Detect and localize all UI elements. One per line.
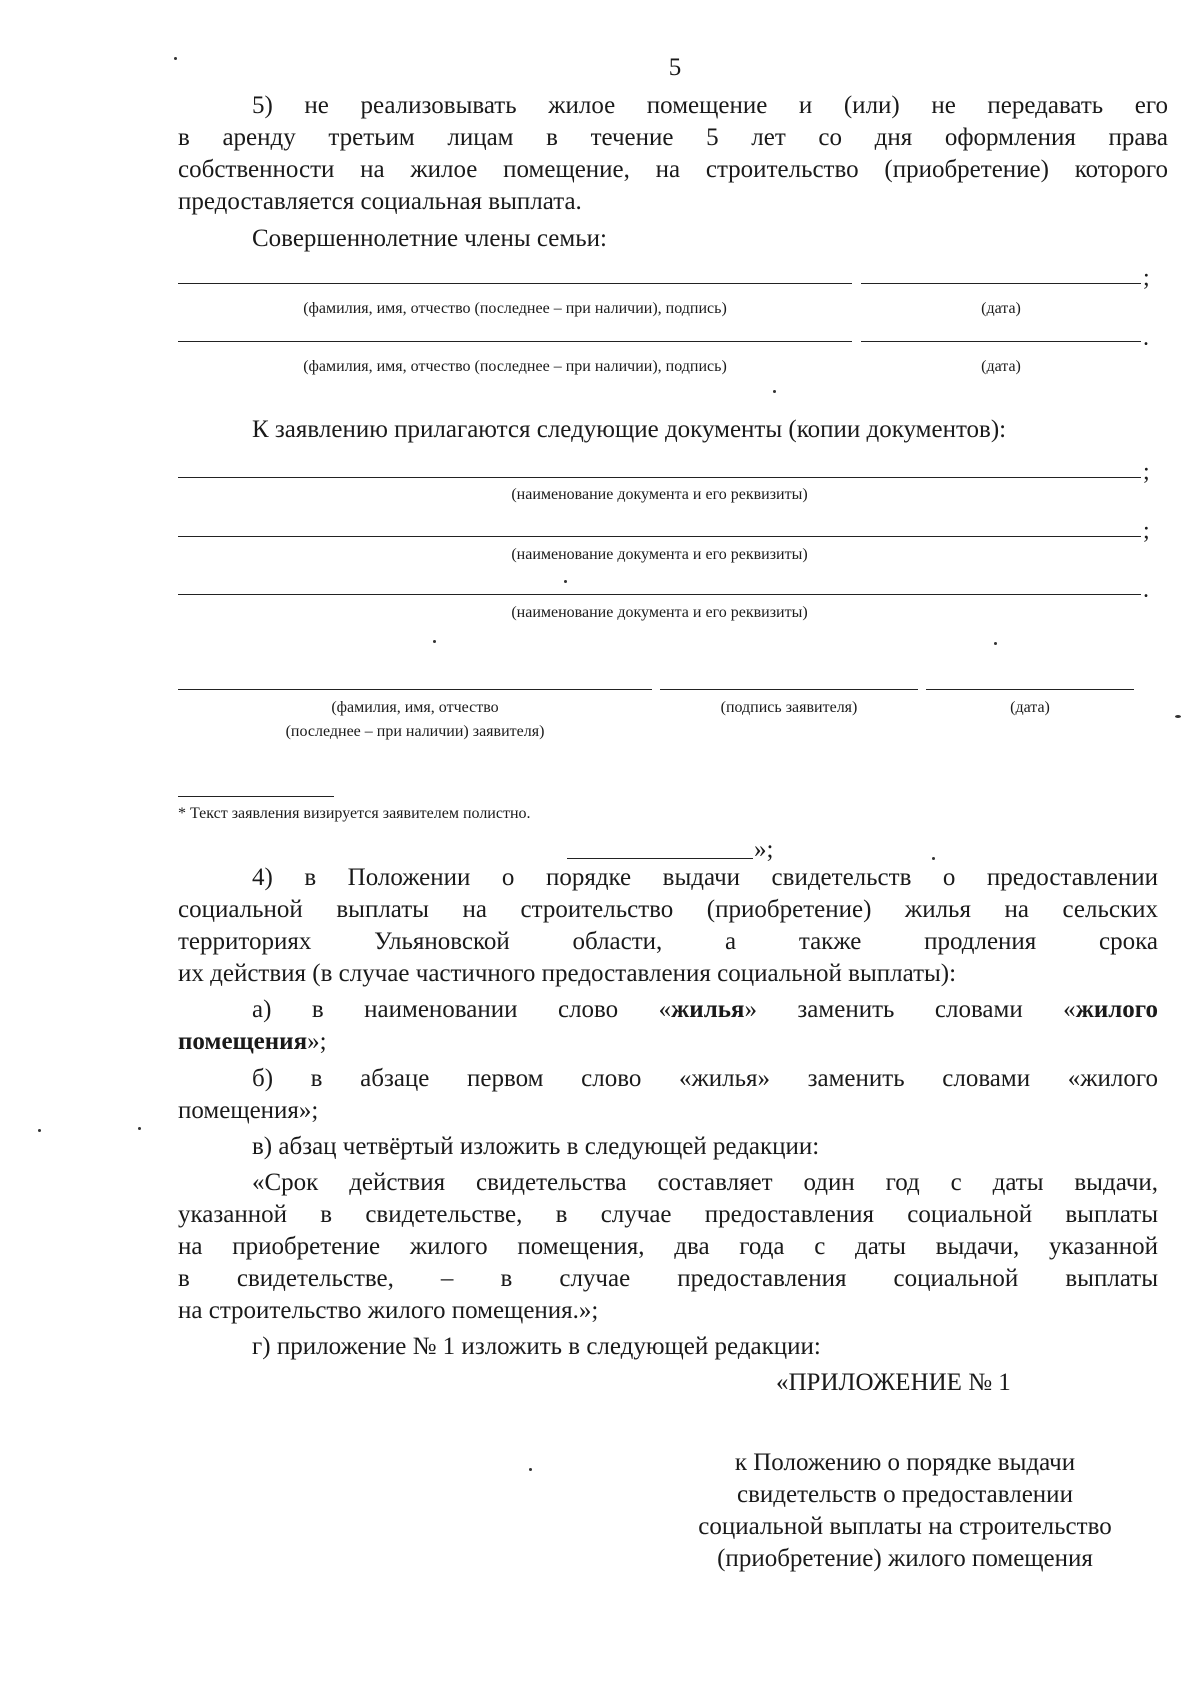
document-caption: (наименование документа и его реквизиты) [511,546,808,563]
family-date-caption: (дата) [981,358,1021,375]
applicant-name-caption: (последнее – при наличии) заявителя) [285,723,545,740]
family-date-caption: (дата) [981,300,1021,317]
family-name-signature-line-1 [178,283,852,284]
family-date-line-2 [861,341,1141,342]
scan-speck [773,390,776,393]
footnote: * Текст заявления визируется заявителем полистно. [178,805,531,822]
page-number: 5 [668,54,682,81]
quote-line: «Срок действия свидетельства составляет один год с даты выдачи, [252,1169,1158,1196]
scan-speck [138,1127,141,1130]
item-a-new-word: жилого [1075,996,1158,1023]
item-a-line [178,1026,327,1058]
appendix-subtitle-line: социальной выплаты на строительство [698,1513,1112,1540]
item-b-line: помещения»; [178,1097,319,1124]
scan-speck [174,57,177,60]
document-caption: (наименование документа и его реквизиты) [511,604,808,621]
item-b-line: б) в абзаце первом слово «жилья» заменить словами «жилого [252,1065,1158,1092]
document-line-1 [178,477,1141,478]
applicant-signature-caption: (подпись заявителя) [720,699,858,716]
scan-speck [433,640,436,643]
item-a-new-word-continued: помещения [178,1028,308,1055]
scan-speck [1175,715,1181,718]
item-4-line: территориях Ульяновской области, а также продления срока [178,928,1158,955]
applicant-signature-line [660,689,918,690]
family-date-line-1 [861,283,1141,284]
item-g-line: г) приложение № 1 изложить в следующей редакции: [252,1333,821,1360]
appendix-subtitle-line: к Положению о порядке выдачи [734,1449,1076,1476]
appendix-title: «ПРИЛОЖЕНИЕ № 1 [776,1369,1011,1396]
paragraph-5-line: предоставляется социальная выплата. [178,188,582,215]
scan-speck [529,1468,532,1471]
document-caption: (наименование документа и его реквизиты) [511,486,808,503]
item-4-line: социальной выплаты на строительство (приобретение) жилья на сельских [178,896,1158,923]
scan-speck [994,642,997,645]
quote-line: на приобретение жилого помещения, два года с даты выдачи, указанной [178,1233,1158,1260]
item-a-middle: » заменить словами « [744,996,1076,1023]
applicant-name-caption: (фамилия, имя, отчество [331,699,499,716]
item-a-suffix: »; [307,1028,327,1055]
document-line-3 [178,594,1141,595]
item-4-line: их действия (в случае частичного предоставления социальной выплаты): [178,960,957,987]
line-end-punctuation: ; [1143,459,1150,485]
document-line-2 [178,536,1141,537]
applicant-date-caption: (дата) [1010,699,1050,716]
closing-mark: »; [754,836,774,863]
item-a-prefix: а) в наименовании слово « [252,996,672,1023]
scan-speck [564,580,567,583]
appendix-subtitle-line: (приобретение) жилого помещения [717,1545,1093,1572]
applicant-date-line [926,689,1134,690]
item-a-old-word: жилья [671,996,745,1023]
line-end-punctuation: ; [1143,265,1150,291]
documents-heading: К заявлению прилагаются следующие документы (копии документов): [252,416,1007,443]
quote-line: в свидетельстве, – в случае предоставления социальной выплаты [178,1265,1158,1292]
item-4-line: 4) в Положении о порядке выдачи свидетельств о предоставлении [252,864,1158,891]
applicant-name-line [178,689,652,690]
closing-line [567,858,753,859]
paragraph-5-line: в аренду третьим лицам в течение 5 лет со дня оформления права [178,124,1168,151]
quote-line: указанной в свидетельстве, в случае предоставления социальной выплаты [178,1201,1158,1228]
footnote-separator [178,796,334,797]
family-heading: Совершеннолетние члены семьи: [252,225,607,252]
scan-speck [38,1129,41,1132]
appendix-subtitle-line: свидетельств о предоставлении [737,1481,1073,1508]
line-end-punctuation: . [1143,325,1149,351]
item-v-line: в) абзац четвёртый изложить в следующей редакции: [252,1133,820,1160]
quote-line: на строительство жилого помещения.»; [178,1297,599,1324]
line-end-punctuation: . [1143,577,1149,603]
family-name-signature-line-2 [178,341,852,342]
family-name-signature-caption: (фамилия, имя, отчество (последнее – при наличии), подпись) [303,358,727,375]
paragraph-5-line: собственности на жилое помещение, на строительство (приобретение) которого [178,156,1168,183]
family-name-signature-caption: (фамилия, имя, отчество (последнее – при наличии), подпись) [303,300,727,317]
item-a-line [252,994,1158,1026]
paragraph-5-line: 5) не реализовывать жилое помещение и (или) не передавать его [252,92,1168,119]
line-end-punctuation: ; [1143,518,1150,544]
scan-speck [932,857,935,860]
